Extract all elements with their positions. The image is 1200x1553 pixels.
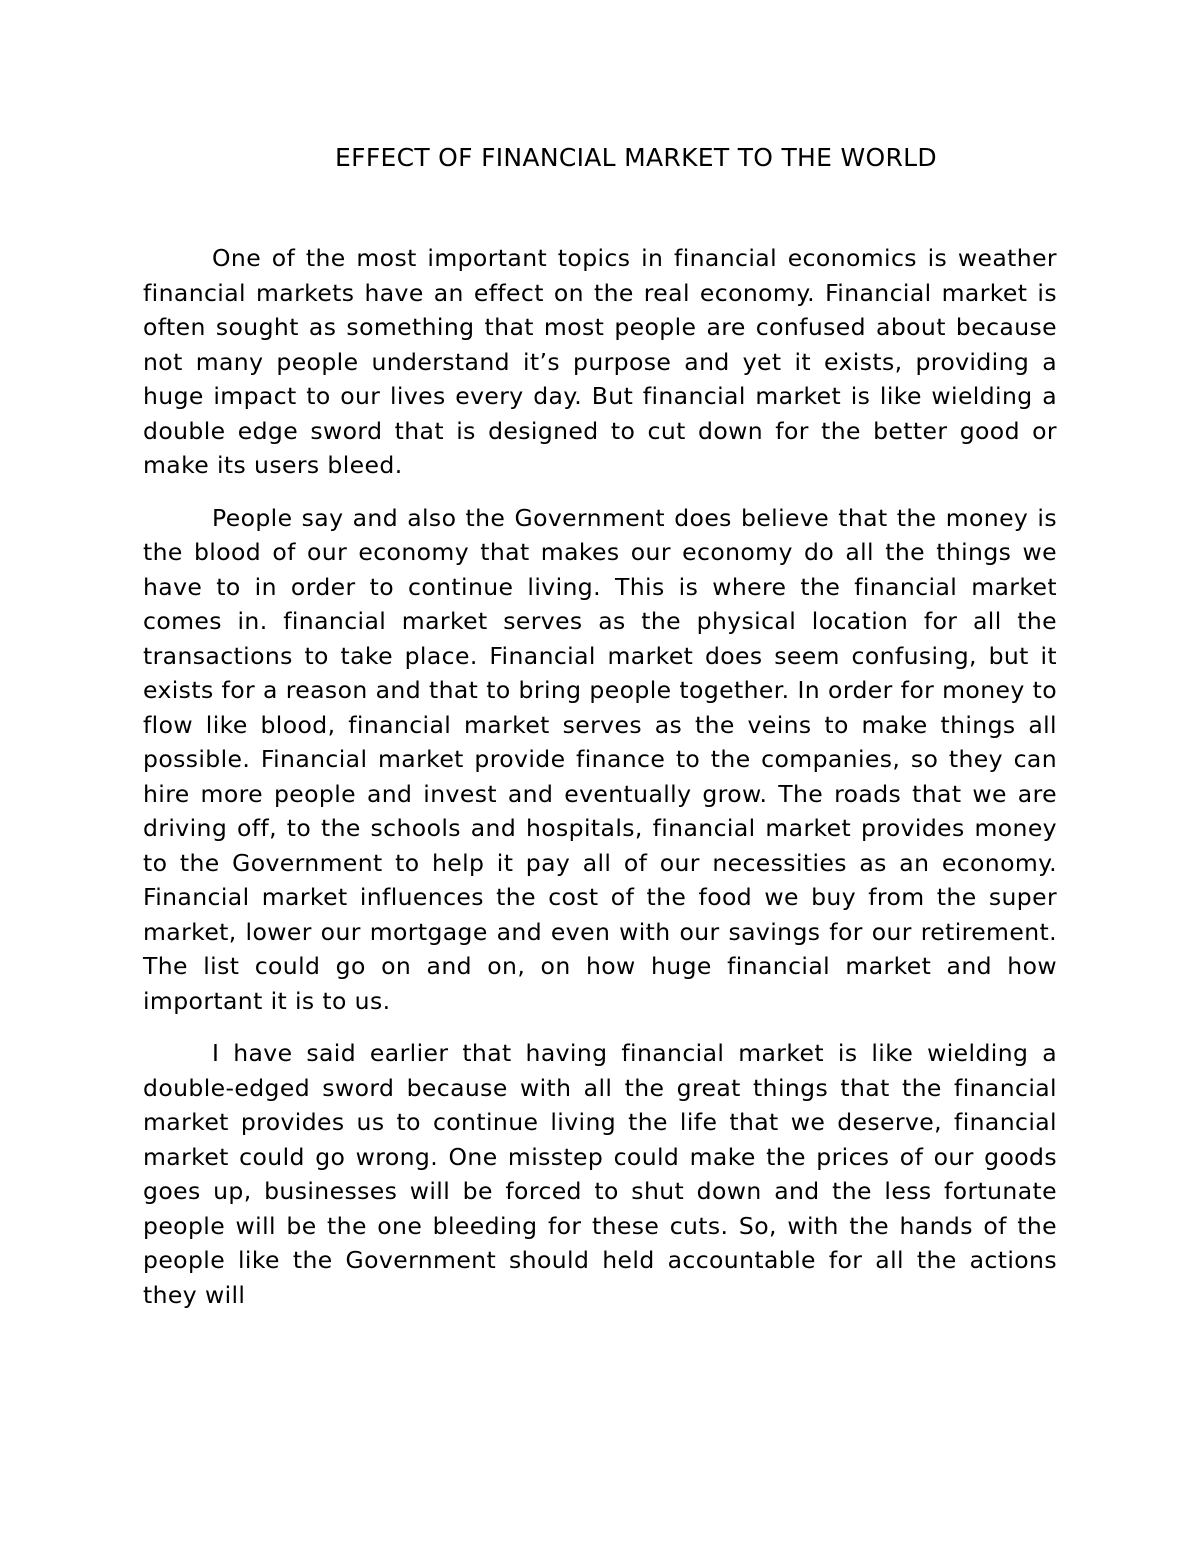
document-body xyxy=(143,241,1057,1330)
paragraph: I have said earlier that having financial market is like wielding a double-edged sword because with all the great things that the financial market provides us to continue living the life that we deserve, financial market could go wrong. One misstep could make the prices of our goods goes up, businesses will be forced to shut down and the less fortunate people will be the one bleeding for these cuts. So, with the hands of the people like the Government should held accountable for all the actions they will xyxy=(143,1039,1057,1309)
document-title: EFFECT OF FINANCIAL MARKET TO THE WORLD xyxy=(335,143,937,172)
paragraph: One of the most important topics in financial economics is weather financial markets have an effect on the real economy. Financial market is often sought as something that most people are confused about because not many people understand it’s purpose and yet it exists, providing a huge impact to our lives every day. But financial market is like wielding a double edge sword that is designed to cut down for the better good or make its users bleed. xyxy=(143,244,1057,479)
paragraph: People say and also the Government does believe that the money is the blood of our economy that makes our economy do all the things we have to in order to continue living. This is where the financial market comes in. financial market serves as the physical location for all the transactions to take place. Financial market does seem confusing, but it exists for a reason and that to bring people together. In order for money to flow like blood, financial market serves as the veins to make things all possible. Financial market provide finance to the companies, so they can hire more people and invest and eventually grow. The roads that we are driving off, to the schools and hospitals, financial market provides money to the Government to help it pay all of our necessities as an economy. Financial market influences the cost of the food we buy from the super market, lower our mortgage and even with our savings for our retirement. The list could go on and on, on how huge financial market and how important it is to us. xyxy=(143,503,1057,1015)
